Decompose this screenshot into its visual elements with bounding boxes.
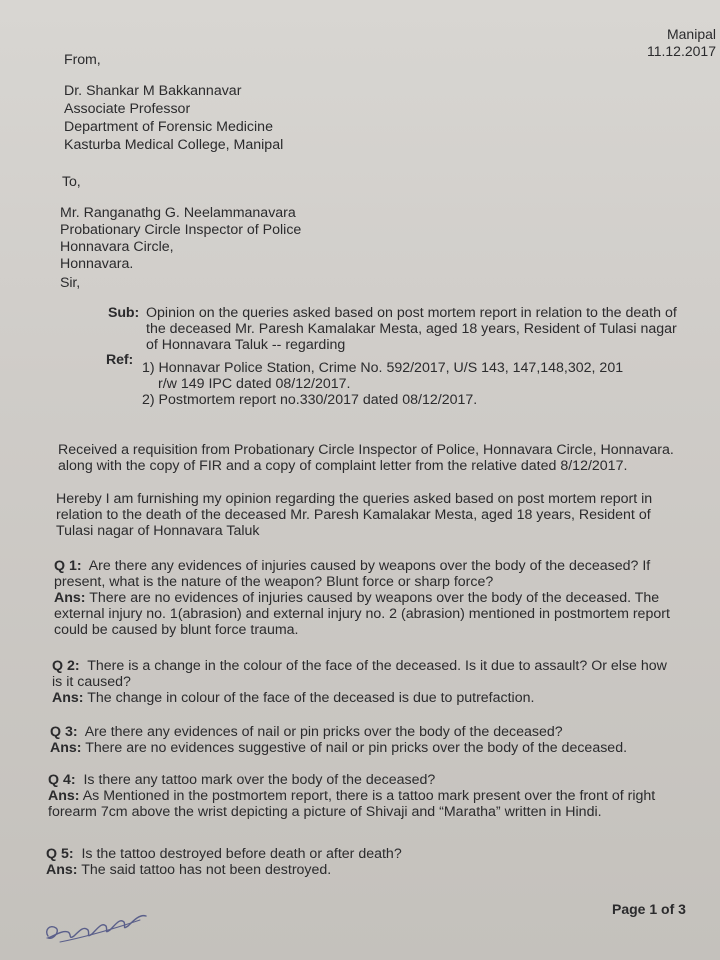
paragraph-line: along with the copy of FIR and a copy of complaint letter from the relative dated 8/12/2017. — [58, 458, 628, 474]
subject-text — [146, 305, 677, 353]
sender-line: Department of Forensic Medicine — [64, 119, 273, 135]
reference-line: r/w 149 IPC dated 08/12/2017. — [158, 376, 351, 392]
requisition-paragraph — [58, 442, 674, 474]
sender-line: Associate Professor — [64, 101, 191, 117]
question-label: Q 3: — [50, 724, 78, 740]
paragraph-line: Received a requisition from Probationary Circle Inspector of Police, Honnavara Circle, Honnavara. — [58, 442, 674, 458]
recipient-line: Probationary Circle Inspector of Police — [60, 222, 302, 238]
paragraph-line: Hereby I am furnishing my opinion regarding the queries asked based on post mortem report in — [56, 491, 653, 507]
salutation: Sir, — [60, 275, 81, 291]
question-label: Q 2: — [52, 658, 80, 674]
sender-line: Dr. Shankar M Bakkannavar — [64, 83, 242, 99]
sender-line: Kasturba Medical College, Manipal — [64, 137, 284, 153]
answer-text: forearm 7cm above the wrist depicting a picture of Shivaji and “Maratha” written in Hindi. — [48, 804, 602, 820]
page-number: Page 1 of 3 — [612, 901, 686, 917]
answer-label: Ans: — [54, 590, 86, 606]
answer-text: There are no evidences suggestive of nail or pin pricks over the body of the deceased. — [85, 740, 628, 756]
answer-label: Ans: — [46, 862, 78, 878]
qa-item-2 — [52, 658, 667, 706]
answer-label: Ans: — [52, 690, 84, 706]
recipient-line: Honnavara Circle, — [60, 239, 174, 255]
subject-line: Opinion on the queries asked based on post mortem report in relation to the death of — [146, 305, 677, 321]
question-text: present, what is the nature of the weapon? Blunt force or sharp force? — [54, 574, 494, 590]
subject-label: Sub: — [108, 305, 140, 321]
recipient-line: Honnavara. — [60, 256, 134, 272]
recipient-address — [60, 205, 301, 272]
opinion-intro-paragraph — [56, 491, 652, 539]
question-label: Q 5: — [46, 846, 74, 862]
date: 11.12.2017 — [646, 43, 716, 59]
handwritten-signature — [40, 900, 160, 950]
reference-line: 1) Honnavar Police Station, Crime No. 592/2017, U/S 143, 147,148,302, 201 — [142, 360, 624, 376]
subject-line: of Honnavara Taluk -- regarding — [146, 337, 346, 353]
answer-text: external injury no. 1(abrasion) and external injury no. 2 (abrasion) mentioned in postmortem report — [54, 606, 670, 622]
answer-text: The said tattoo has not been destroyed. — [81, 862, 332, 878]
sender-address — [64, 83, 283, 153]
question-text: is it caused? — [52, 674, 131, 690]
qa-item-5 — [46, 846, 402, 878]
paragraph-line: relation to the death of the deceased Mr. Paresh Kamalakar Mesta, aged 18 years, Resident of — [56, 507, 651, 523]
question-text: Is there any tattoo mark over the body of the deceased? — [83, 772, 436, 788]
question-text: Is the tattoo destroyed before death or after death? — [81, 846, 402, 862]
question-text: Are there any evidences of injuries caused by weapons over the body of the deceased? If — [88, 558, 651, 574]
place-date — [647, 26, 716, 60]
reference-line: 2) Postmortem report no.330/2017 dated 08/12/2017. — [142, 392, 478, 408]
answer-text: could be caused by blunt force trauma. — [54, 622, 299, 638]
qa-item-4 — [48, 772, 655, 820]
qa-item-3 — [50, 724, 627, 756]
question-text: There is a change in the colour of the face of the deceased. Is it due to assault? Or else how — [87, 658, 667, 674]
from-label: From, — [64, 52, 101, 68]
question-label: Q 4: — [48, 772, 76, 788]
reference-label: Ref: — [106, 352, 134, 368]
reference-text — [142, 360, 623, 408]
to-label: To, — [62, 174, 81, 190]
answer-text: As Mentioned in the postmortem report, there is a tattoo mark present over the front of right — [82, 788, 656, 804]
place: Manipal — [666, 26, 716, 42]
question-label: Q 1: — [54, 558, 82, 574]
qa-item-1 — [54, 558, 670, 638]
subject-line: the deceased Mr. Paresh Kamalakar Mesta, aged 18 years, Resident of Tulasi nagar — [146, 321, 677, 337]
answer-label: Ans: — [48, 788, 80, 804]
paragraph-line: Tulasi nagar of Honnavara Taluk — [56, 523, 260, 539]
recipient-line: Mr. Ranganathg G. Neelammanavara — [60, 205, 296, 221]
answer-text: The change in colour of the face of the deceased is due to putrefaction. — [87, 690, 535, 706]
answer-label: Ans: — [50, 740, 82, 756]
answer-text: There are no evidences of injuries caused by weapons over the body of the deceased. The — [89, 590, 660, 606]
question-text: Are there any evidences of nail or pin pricks over the body of the deceased? — [84, 724, 563, 740]
